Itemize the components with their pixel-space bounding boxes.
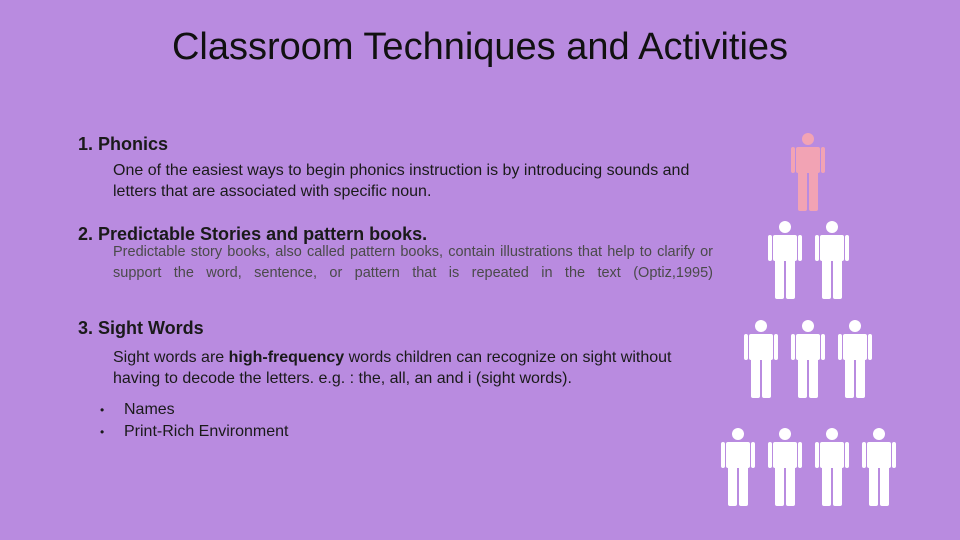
person-icon xyxy=(791,320,825,400)
bullet-list xyxy=(100,399,289,443)
person-icon xyxy=(862,428,896,508)
bullet-dot: • xyxy=(100,403,105,417)
person-icon xyxy=(791,133,825,213)
sight-words-text-end: words children can recognize on sight without having to decode the letters. e.g. : the, all, an and i (sight words). xyxy=(113,349,672,387)
section-body-phonics: One of the easiest ways to begin phonics instruction is by introducing sounds and letters that are associated with specific noun. xyxy=(113,162,690,200)
person-icon xyxy=(815,428,849,508)
slide-title: Classroom Techniques and Activities xyxy=(171,26,789,68)
person-icon xyxy=(815,221,849,301)
sight-words-emphasis: high-frequency xyxy=(228,349,345,366)
section-heading-sight-words: 3. Sight Words xyxy=(78,318,204,338)
section-body-predictable-stories: Predictable story books, also called pattern books, contain illustrations that help to clarify or support the word, sentence, or pattern that is repeated in the text (Optiz,1995) xyxy=(113,244,713,281)
person-icon xyxy=(838,320,872,400)
person-icon xyxy=(744,320,778,400)
person-icon xyxy=(768,428,802,508)
list-item xyxy=(100,421,289,443)
sight-words-text-start: Sight words are xyxy=(113,349,229,366)
bullet-text: Names xyxy=(124,401,175,418)
bullet-text: Print-Rich Environment xyxy=(124,423,289,440)
section-heading-predictable-stories: 2. Predictable Stories and pattern books. xyxy=(78,224,428,244)
bullet-dot: • xyxy=(100,425,105,439)
list-item xyxy=(100,399,289,421)
section-body-sight-words xyxy=(113,347,703,389)
section-heading-phonics: 1. Phonics xyxy=(78,134,169,154)
person-icon xyxy=(721,428,755,508)
person-icon xyxy=(768,221,802,301)
